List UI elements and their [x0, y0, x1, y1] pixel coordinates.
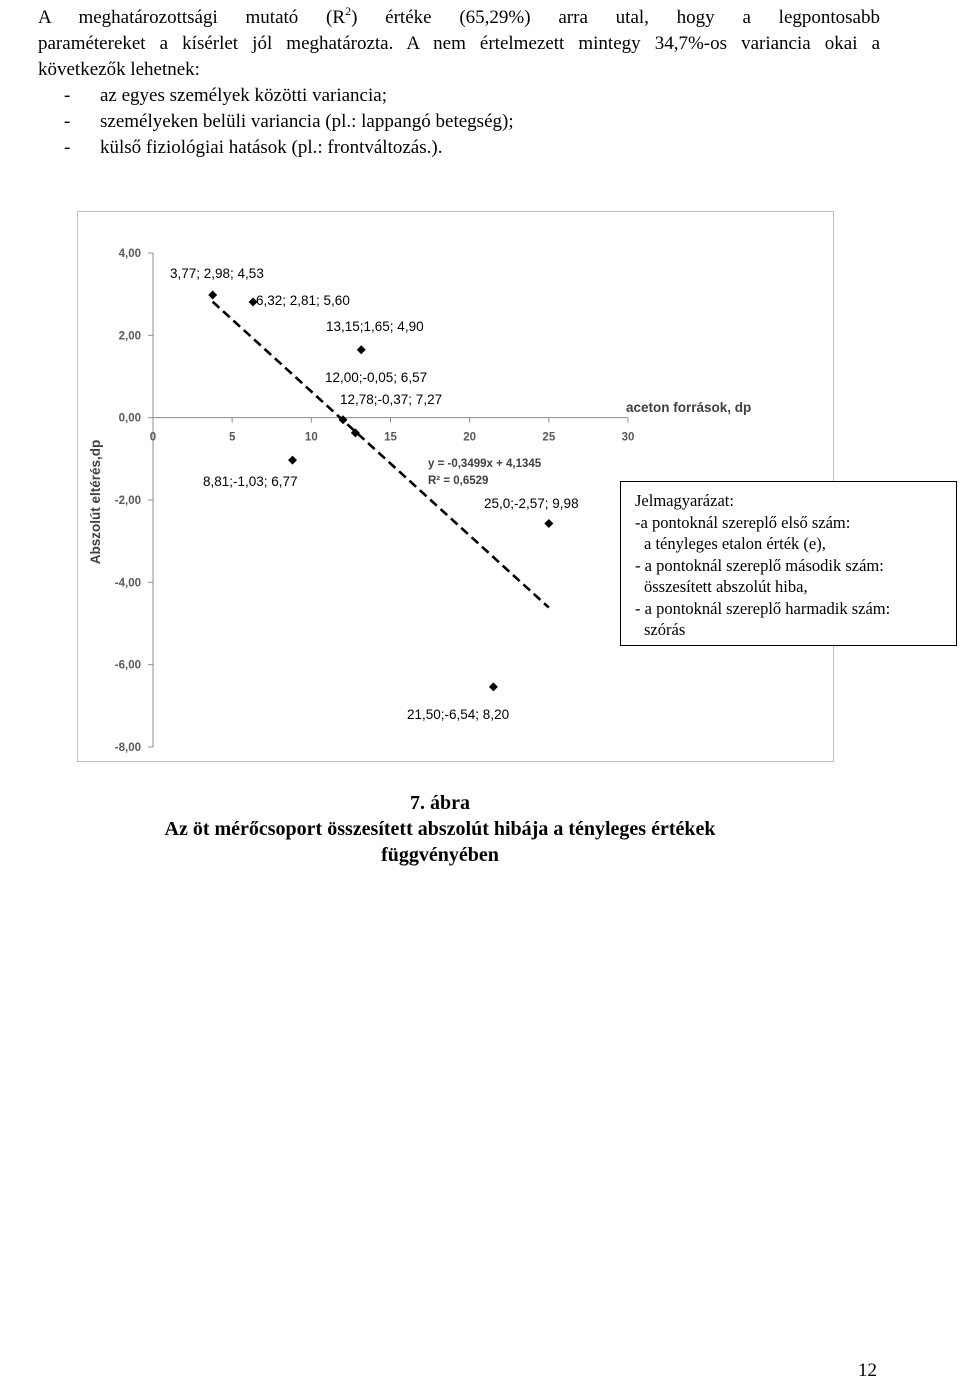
x-tick-label: 5 — [228, 431, 236, 444]
data-point — [357, 345, 366, 354]
x-tick-label: 20 — [463, 431, 477, 444]
x-tick-label: 0 — [149, 431, 157, 444]
trendline-equation: y = -0,3499x + 4,1345 — [428, 458, 542, 470]
data-label: 21,50;-6,54; 8,20 — [407, 707, 510, 722]
y-axis-title: Abszolút eltérés,dp — [88, 439, 103, 565]
legend-line: - a pontoknál szereplő második szám: — [635, 555, 884, 575]
intro-line-2: paramétereket a kísérlet jól meghatározta. A nem értelmezett mintegy 34,7%-os variancia okai a — [38, 33, 880, 54]
chart-legend-box — [620, 481, 957, 646]
data-point — [208, 290, 217, 299]
trendline — [213, 302, 549, 608]
cause-list — [64, 83, 514, 161]
figure-number: 7. ábra — [410, 792, 470, 814]
data-point — [489, 682, 498, 691]
x-tick-label: 30 — [621, 431, 635, 444]
page-number: 12 — [858, 1360, 877, 1381]
list-item: - az egyes személyek közötti variancia; — [64, 85, 387, 106]
data-label: 25,0;-2,57; 9,98 — [484, 496, 579, 511]
legend-line: -a pontoknál szereplő első szám: — [635, 512, 851, 532]
intro-paragraph — [38, 5, 880, 83]
x-tick-label: 15 — [384, 431, 397, 444]
intro-line-3: következők lehetnek: — [38, 59, 200, 80]
legend-line: a tényleges etalon érték (e), — [644, 534, 826, 553]
legend-line: - a pontoknál szereplő harmadik szám: — [635, 598, 891, 618]
data-label: 3,77; 2,98; 4,53 — [170, 266, 264, 281]
y-tick-label: 4,00 — [118, 248, 141, 260]
data-label: 13,15;1,65; 4,90 — [326, 319, 424, 334]
data-point — [288, 456, 297, 465]
x-axis-title: aceton források, dp — [626, 400, 752, 415]
data-label: 6,32; 2,81; 5,60 — [256, 293, 350, 308]
y-tick-label: -6,00 — [114, 659, 141, 672]
figure-caption-line-1: Az öt mérőcsoport összesített abszolút hibája a tényleges értékek — [164, 818, 716, 840]
data-label: 8,81;-1,03; 6,77 — [203, 474, 298, 489]
list-item: - külső fiziológiai hatások (pl.: frontváltozás.). — [64, 137, 443, 158]
y-tick-label: -4,00 — [114, 577, 141, 590]
data-label: 12,00;-0,05; 6,57 — [325, 370, 428, 385]
y-tick-label: 2,00 — [118, 330, 141, 343]
x-tick-label: 10 — [304, 431, 318, 444]
legend-line: összesített abszolút hiba, — [644, 577, 808, 596]
legend-line: szórás — [644, 620, 686, 639]
trendline-r2: R² = 0,6529 — [428, 475, 489, 487]
data-label: 12,78;-0,37; 7,27 — [340, 392, 443, 407]
x-tick-label: 25 — [542, 431, 556, 444]
data-point — [544, 519, 553, 528]
legend-title: Jelmagyarázat: — [635, 491, 734, 510]
intro-line-1: A meghatározottsági mutató $(R^2)$ értéke (65,29%) arra utal, hogy a legpontosabb — [38, 4, 880, 28]
figure-caption-line-2: függvényében — [381, 844, 499, 866]
y-tick-label: 0,00 — [118, 412, 141, 425]
list-item: - személyeken belüli variancia (pl.: lappangó betegség); — [64, 111, 514, 132]
y-tick-label: -2,00 — [114, 495, 141, 507]
y-tick-label: -8,00 — [114, 742, 141, 754]
